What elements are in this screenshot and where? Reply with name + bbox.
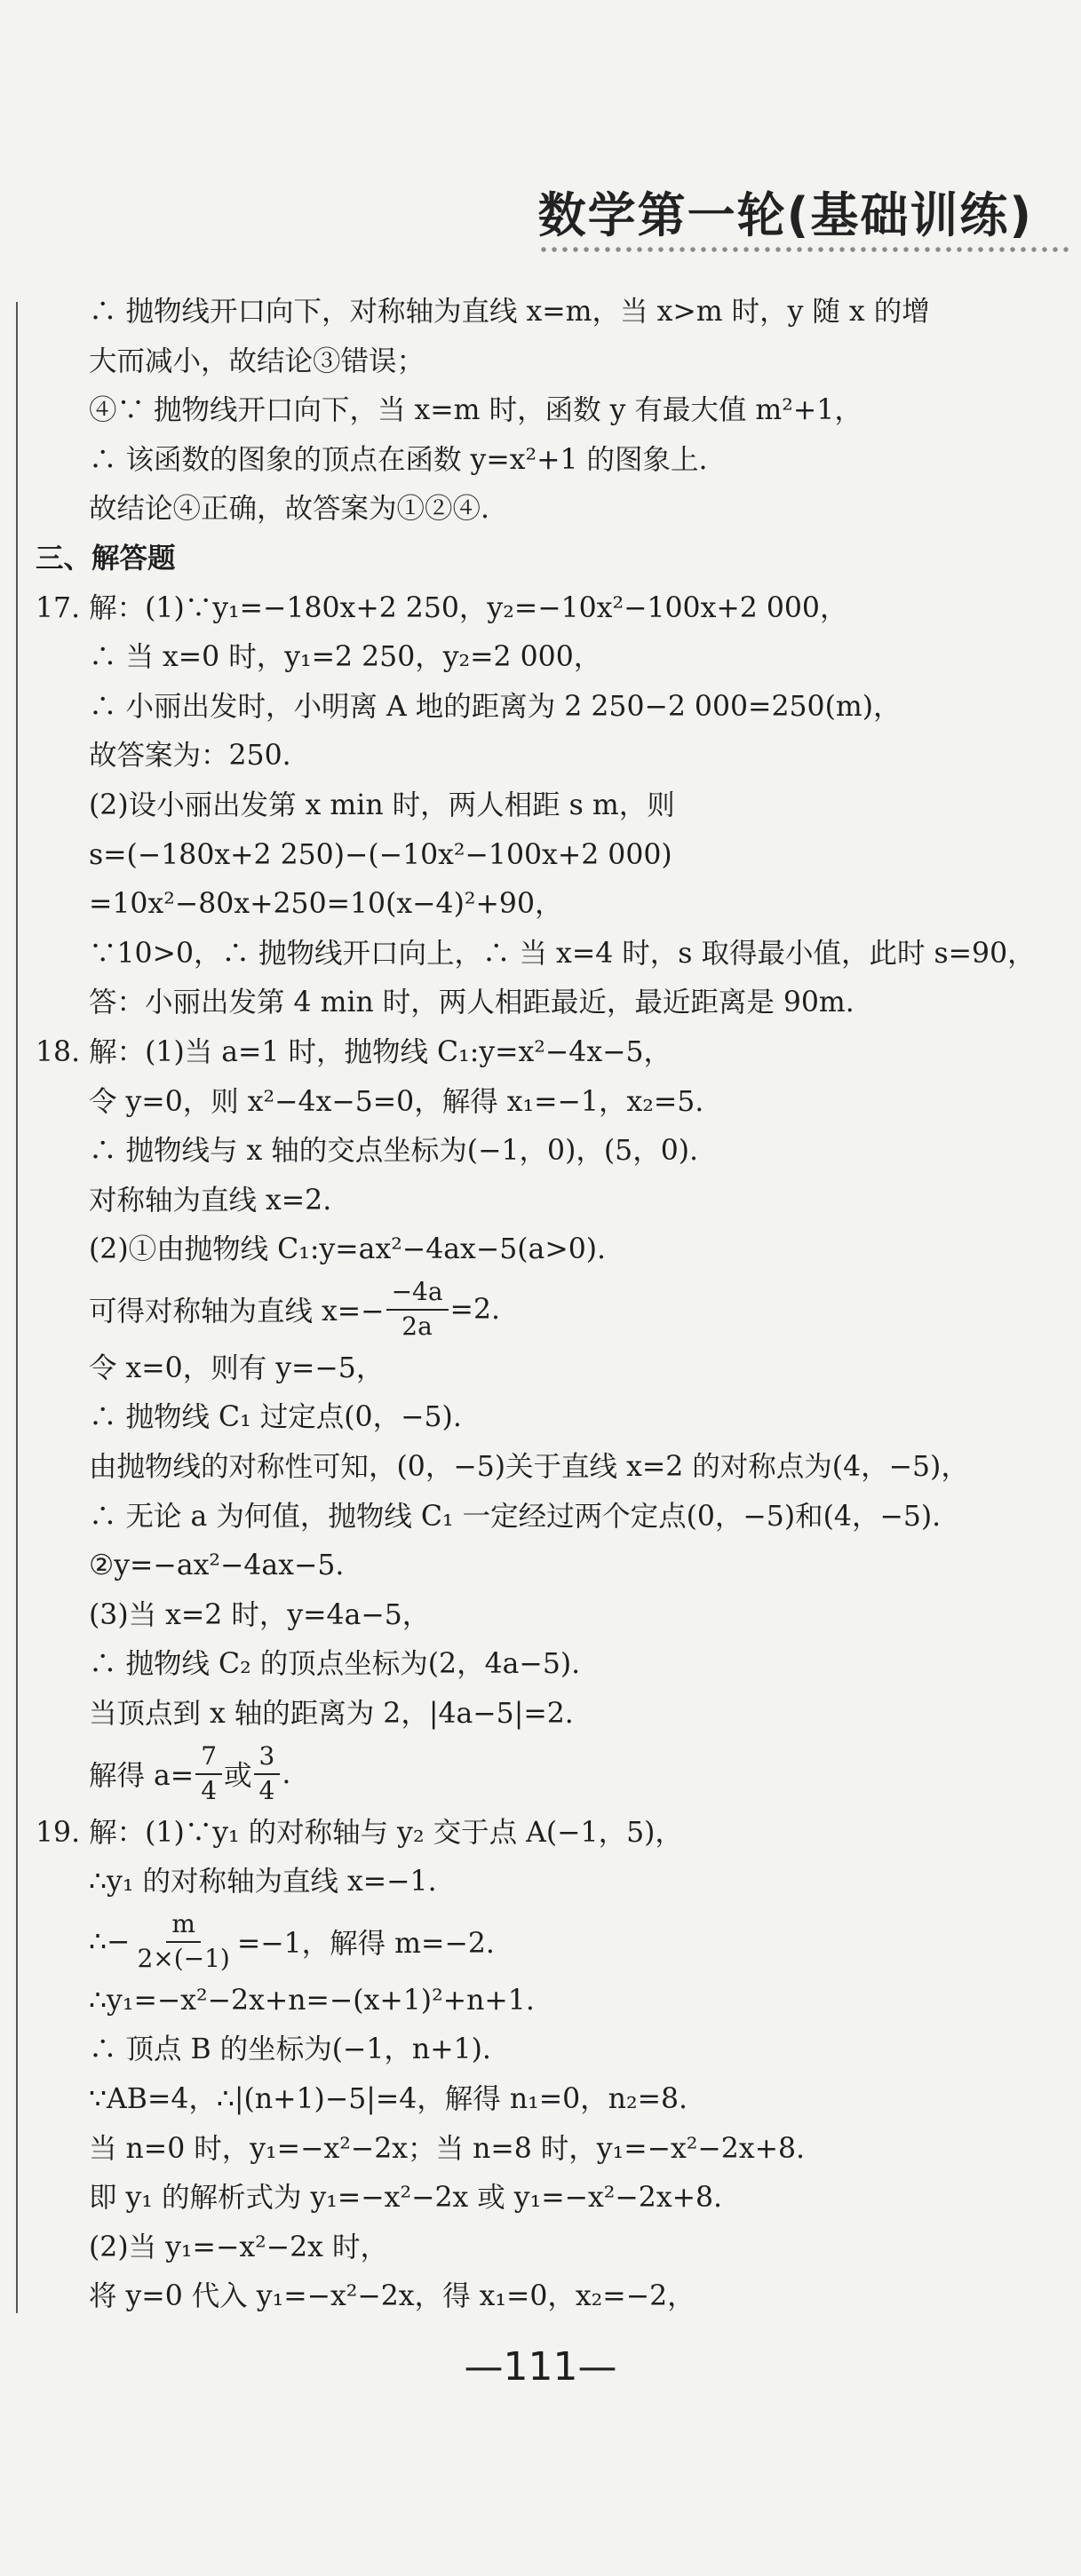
text-line: 当 n=0 时，y₁=−x²−2x；当 n=8 时，y₁=−x²−2x+8. [89, 2132, 806, 2165]
fraction-denominator: 2a [401, 1311, 433, 1341]
text-line: ∴ 小丽出发时，小明离 A 地的距离为 2 250−2 000=250(m)， [89, 690, 902, 723]
text-span: 或 [224, 1760, 252, 1793]
text-line: 故结论④正确，故答案为①②④. [89, 493, 490, 526]
text-line: =10x²−80x+250=10(x−4)²+90， [89, 888, 563, 921]
text-line: 将 y=0 代入 y₁=−x²−2x，得 x₁=0，x₂=−2， [89, 2280, 695, 2313]
text-line: ∴y₁ 的对称轴为直线 x=−1. [89, 1866, 437, 1898]
fraction [131, 1911, 234, 1973]
text-span: =2. [449, 1293, 500, 1326]
fraction-denominator: 2×(−1) [137, 1943, 230, 1973]
text-span: 可得对称轴为直线 x=− [89, 1296, 385, 1328]
text-line: 由抛物线的对称性可知，(0，−5)关于直线 x=2 的对称点为(4，−5)， [89, 1451, 969, 1484]
text-line: 大而减小，故结论③错误； [89, 345, 425, 377]
text-line: ∴ 抛物线与 x 轴的交点坐标为(−1，0)，(5，0). [89, 1135, 699, 1168]
question-19-heading: 19. 解：(1)∵y₁ 的对称轴与 y₂ 交于点 A(−1，5)， [36, 1816, 683, 1849]
header-title: 数学第一轮(基础训练) [537, 187, 1033, 243]
fraction [386, 1279, 449, 1341]
text-line: 答：小丽出发第 4 min 时，两人相距最近，最近距离是 90m. [89, 987, 854, 1019]
text-line: ∵10>0，∴ 抛物线开口向上，∴ 当 x=4 时，s 取得最小值，此时 s=90， [89, 937, 1036, 970]
text-span: =−1，解得 m=−2. [236, 1928, 495, 1961]
question-17-heading: 17. 解：(1)∵y₁=−180x+2 250，y₂=−10x²−100x+2 000， [36, 591, 848, 624]
text-line: ②y=−ax²−4ax−5. [89, 1550, 345, 1582]
text-line: (2)①由抛物线 C₁:y=ax²−4ax−5(a>0). [89, 1233, 607, 1266]
text-line: ④∵ 抛物线开口向下，当 x=m 时，函数 y 有最大值 m²+1， [89, 394, 862, 427]
fraction-numerator: 3 [254, 1743, 281, 1775]
solution-fraction-line [89, 1740, 1066, 1809]
fraction-denominator: 4 [201, 1775, 218, 1805]
text-line: s=(−180x+2 250)−(−10x²−100x+2 000) [89, 838, 672, 871]
text-line: (2)设小丽出发第 x min 时，两人相距 s m，则 [89, 789, 675, 821]
text-line: 故答案为：250. [89, 740, 291, 773]
header-dotted-rule [538, 245, 1072, 254]
page-content [36, 288, 1066, 2322]
fraction-numerator: −4a [386, 1279, 449, 1311]
fraction [195, 1740, 222, 1805]
section-title: 三、解答题 [36, 542, 176, 575]
fraction-numerator: m [166, 1911, 201, 1943]
text-line: ∴y₁=−x²−2x+n=−(x+1)²+n+1. [89, 1984, 535, 2017]
left-margin-rule [16, 302, 18, 2313]
text-line: ∴ 无论 a 为何值，抛物线 C₁ 一定经过两个定点(0，−5)和(4，−5). [89, 1500, 942, 1533]
text-line: ∴ 抛物线 C₁ 过定点(0，−5). [89, 1401, 462, 1434]
question-18-heading: 18. 解：(1)当 a=1 时，抛物线 C₁:y=x²−4x−5， [36, 1035, 672, 1068]
text-line: (3)当 x=2 时，y=4a−5， [89, 1598, 431, 1631]
text-line: ∴ 当 x=0 时，y₁=2 250，y₂=2 000， [89, 641, 602, 674]
fraction-numerator: 7 [195, 1743, 222, 1775]
text-span: . [282, 1757, 291, 1790]
m-fraction-line [89, 1907, 1066, 1977]
text-line: (2)当 y₁=−x²−2x 时， [89, 2231, 388, 2263]
axis-fraction-line [89, 1275, 1066, 1344]
text-line: 令 x=0，则有 y=−5， [89, 1351, 385, 1384]
text-line: ∴ 抛物线开口向下，对称轴为直线 x=m，当 x>m 时，y 随 x 的增 [89, 296, 930, 328]
fraction [254, 1740, 281, 1805]
text-line: 当顶点到 x 轴的距离为 2，|4a−5|=2. [89, 1698, 574, 1731]
text-line: ∵AB=4，∴|(n+1)−5|=4，解得 n₁=0，n₂=8. [89, 2083, 688, 2115]
text-line: 即 y₁ 的解析式为 y₁=−x²−2x 或 y₁=−x²−2x+8. [89, 2182, 723, 2215]
page-number: —111— [464, 2344, 617, 2390]
text-line: ∴ 顶点 B 的坐标为(−1，n+1). [89, 2033, 491, 2066]
text-line: 对称轴为直线 x=2. [89, 1184, 332, 1217]
text-span: ∴− [89, 1925, 131, 1958]
text-line: ∴ 抛物线 C₂ 的顶点坐标为(2，4a−5). [89, 1648, 581, 1681]
text-line: 令 y=0，则 x²−4x−5=0，解得 x₁=−1，x₂=5. [89, 1085, 704, 1118]
text-line: ∴ 该函数的图象的顶点在函数 y=x²+1 的图象上. [89, 443, 708, 476]
fraction-denominator: 4 [258, 1775, 275, 1805]
text-span: 解得 a= [89, 1760, 195, 1793]
